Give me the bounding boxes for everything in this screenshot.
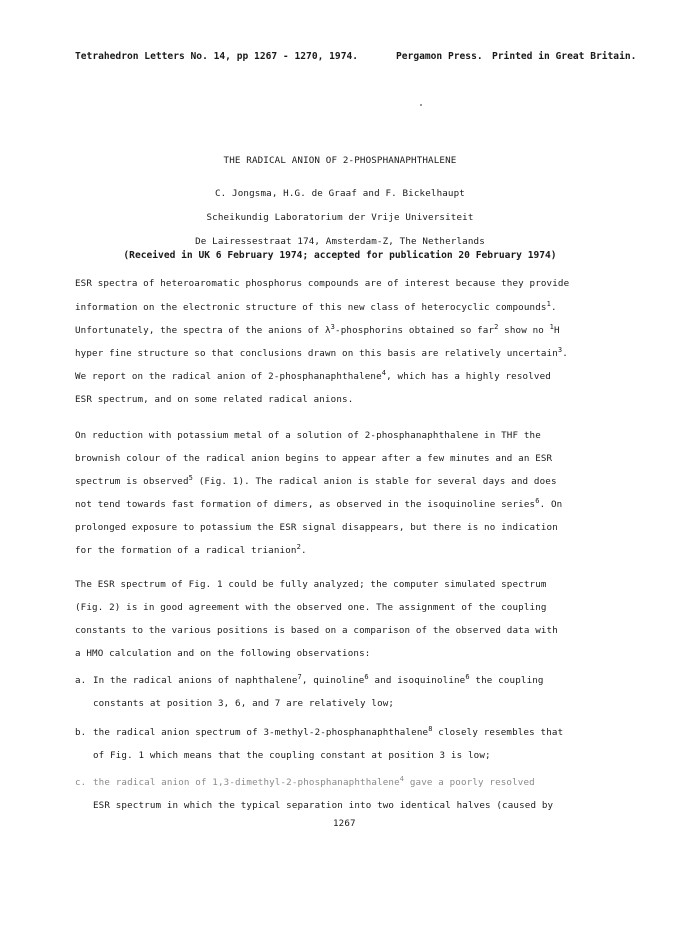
address: De Lairessestraat 174, Amsterdam-Z, The Netherlands (195, 236, 485, 247)
item-a-marker: a. (75, 675, 87, 686)
p2-line5: prolonged exposure to potassium the ESR signal disappears, but there is no indication (75, 522, 558, 533)
page-number: 1267 (333, 818, 356, 829)
item-b-line2: of Fig. 1 which means that the coupling constant at position 3 is low; (93, 750, 491, 761)
p1-line5: We report on the radical anion of 2-phosphanaphthalene$^4$, which has a highly resolved (75, 369, 551, 382)
p1-line4: hyper fine structure so that conclusions drawn on this basis are relatively uncertain$^3$. (75, 346, 568, 359)
item-b-line1: the radical anion spectrum of 3-methyl-2-phosphanaphthalene$^8$ closely resembles that (93, 725, 564, 738)
article-title: THE RADICAL ANION OF 2-PHOSPHANAPHTHALENE (223, 155, 457, 166)
item-a-line1: In the radical anions of naphthalene$^7$, quinoline$^6$ and isoquinoline$^6$ the coupling (93, 673, 544, 686)
affiliation: Scheikundig Laboratorium der Vrije Universiteit (206, 212, 474, 223)
item-c-line1: the radical anion of 1,3-dimethyl-2-phosphanaphthalene$^4$ gave a poorly resolved (93, 775, 535, 788)
p2-line1: On reduction with potassium metal of a solution of 2-phosphanaphthalene in THF the (75, 430, 541, 441)
item-b-marker: b. (75, 727, 87, 738)
p3-line3: constants to the various positions is based on a comparison of the observed data with (75, 625, 558, 636)
authors: C. Jongsma, H.G. de Graaf and F. Bickelhaupt (215, 188, 465, 199)
received-date: (Received in UK 6 February 1974; accepted for publication 20 February 1974) (123, 250, 557, 261)
p1-line6: ESR spectrum, and on some related radical anions. (75, 394, 354, 405)
p3-line2: (Fig. 2) is in good agreement with the observed one. The assignment of the coupling (75, 602, 547, 613)
item-a-line2: constants at position 3, 6, and 7 are relatively low; (93, 698, 395, 709)
p3-line4: a HMO calculation and on the following observations: (75, 648, 371, 659)
printed-in: Printed in Great Britain. (492, 51, 637, 62)
p1-line3: Unfortunately, the spectra of the anions of $\lambda^3$-phosphorins obtained so far$^2$ show no $^1$H (75, 323, 560, 336)
p2-line2: brownish colour of the radical anion begins to appear after a few minutes and an ESR (75, 453, 553, 464)
item-c-marker: c. (75, 777, 87, 788)
speck (420, 104, 422, 106)
journal-citation: Tetrahedron Letters No. 14, pp 1267 - 1270, 1974. (75, 51, 359, 62)
p3-line1: The ESR spectrum of Fig. 1 could be fully analyzed; the computer simulated spectrum (75, 579, 547, 590)
publisher: Pergamon Press. (396, 51, 483, 62)
p2-line4: not tend towards fast formation of dimers, as observed in the isoquinoline series$^6$. On (75, 497, 563, 510)
p2-line6: for the formation of a radical trianion$^2$. (75, 543, 307, 556)
p2-line3: spectrum is observed$^5$ (Fig. 1). The radical anion is stable for several days and does (75, 474, 557, 487)
p1-line1: ESR spectra of heteroaromatic phosphorus compounds are of interest because they provide (75, 278, 570, 289)
item-c-line2: ESR spectrum in which the typical separation into two identical halves (caused by (93, 800, 554, 811)
p1-line2: information on the electronic structure of this new class of heterocyclic compounds$^1$. (75, 300, 557, 313)
